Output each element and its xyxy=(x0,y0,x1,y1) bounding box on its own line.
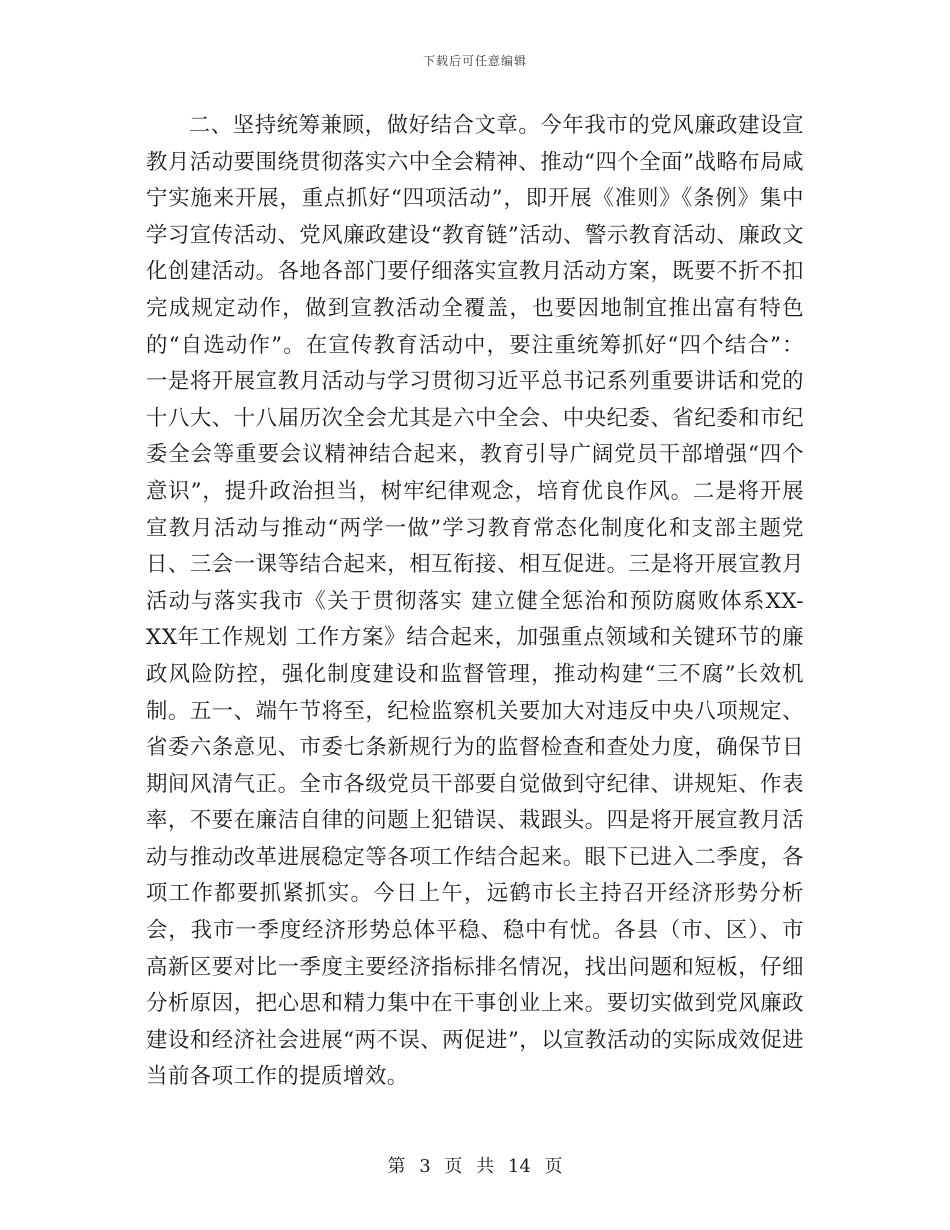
footer-total-prefix: 共 xyxy=(476,1156,495,1177)
footer-total-pages: 14 xyxy=(507,1156,531,1177)
footer-page-suffix: 页 xyxy=(544,1156,563,1177)
page-footer xyxy=(0,1152,950,1178)
header-note: 下载后可任意编辑 xyxy=(422,54,527,68)
body-paragraph: 二、坚持统筹兼顾，做好结合文章。今年我市的党风廉政建设宣教月活动要围绕贯彻落实六中全会精神、推动“四个全面”战略布局咸宁实施来开展，重点抓好“四项活动”，即开展《准则》《条例》集中学习宣传活动、党风廉政建设“教育链”活动、警示教育活动、廉政文化创建活动。各地各部门要仔细落实宣教月活动方案，既要不折不扣完成规定动作，做到宣教活动全覆盖，也要因地制宜推出富有特色的“自选动作”。在宣传教育活动中，要注重统筹抓好“四个结合”：一是将开展宣教月活动与学习贯彻习近平总书记系列重要讲话和党的十八大、十八届历次全会尤其是六中全会、中央纪委、省纪委和市纪委全会等重要会议精神结合起来，教育引导广阔党员干部增强“四个意识”，提升政治担当，树牢纪律观念，培育优良作风。二是将开展宣教月活动与推动“两学一做”学习教育常态化制度化和支部主题党日、三会一课等结合起来，相互衔接、相互促进。三是将开展宣教月活动与落实我市《关于贯彻落实 建立健全惩治和预防腐败体系XX-XX年工作规划 工作方案》结合起来，加强重点领域和关键环节的廉政风险防控，强化制度建设和监督管理，推动构建“三不腐”长效机制。五一、端午节将至，纪检监察机关要加大对违反中央八项规定、省委六条意见、市委七条新规行为的监督检查和查处力度，确保节日期间风清气正。全市各级党员干部要自觉做到守纪律、讲规矩、作表率，不要在廉洁自律的问题上犯错误、栽跟头。四是将开展宣教月活动与推动改革进展稳定等各项工作结合起来。眼下已进入二季度，各项工作都要抓紧抓实。今日上午，远鹤市长主持召开经济形势分析会，我市一季度经济形势总体平稳、稳中有忧。各县（市、区）、市高新区要对比一季度主要经济指标排名情况，找出问题和短板，仔细分析原因，把心思和精力集中在干事创业上来。要切实做到党风廉政建设和经济社会进展“两不误、两促进”，以宣教活动的实际成效促进当前各项工作的提质增效。 xyxy=(146,113,804,1090)
footer-page-mid: 页 xyxy=(444,1156,463,1177)
footer-current-page: 3 xyxy=(419,1156,431,1177)
footer-page-prefix: 第 xyxy=(387,1156,406,1177)
